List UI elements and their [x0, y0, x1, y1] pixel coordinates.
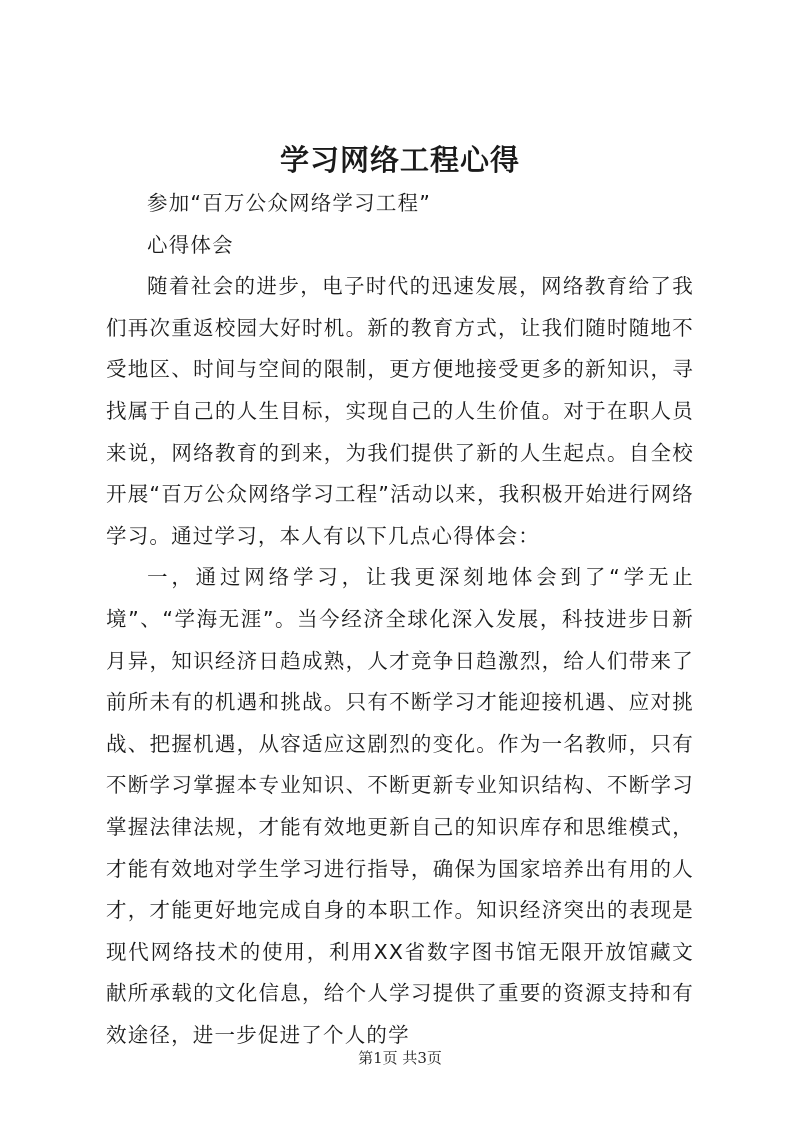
paragraph-subtitle: 心得体会	[147, 232, 234, 257]
page-title: 学习网络工程心得	[279, 143, 520, 177]
paragraph-intro: 随着社会的进步，电子时代的迅速发展，网络教育给了我们再次重返校园大好时机。新的教育方式，让我们随时随地不受地区、时间与空间的限制，更方便地接受更多的新知识，寻找属于自己的人生目标，实现自己的人生价值。对于在职人员来说，网络教育的到来，为我们提供了新的人生起点。自全校开展“百万公众网络学习工程”活动以来，我积极开始进行网络学习。通过学习，本人有以下几点心得体会：	[106, 274, 694, 548]
paragraph-event-name: 参加“百万公众网络学习工程”	[147, 191, 432, 215]
paragraph-point-one: 一，通过网络学习，让我更深刻地体会到了“学无止境”、“学海无涯”。当今经济全球化深入发展，科技进步日新月异，知识经济日趋成熟，人才竞争日趋激烈，给人们带来了前所未有的机遇和挑战。只有不断学习才能迎接机遇、应对挑战、把握机遇，从容适应这剧烈的变化。作为一名教师，只有不断学习掌握本专业知识、不断更新专业知识结构、不断学习掌握法律法规，才能有效地更新自己的知识库存和思维模式，才能有效地对学生学习进行指导，确保为国家培养出有用的人才，才能更好地完成自身的本职工作。知识经济突出的表现是现代网络技术的使用，利用XX省数字图书馆无限开放馆藏文献所承载的文化信息，给个人学习提供了重要的资源支持和有效途径，进一步促进了个人的学	[106, 565, 694, 1047]
document-body	[106, 183, 694, 1056]
page-footer: 第1页 共3页	[358, 1049, 442, 1067]
